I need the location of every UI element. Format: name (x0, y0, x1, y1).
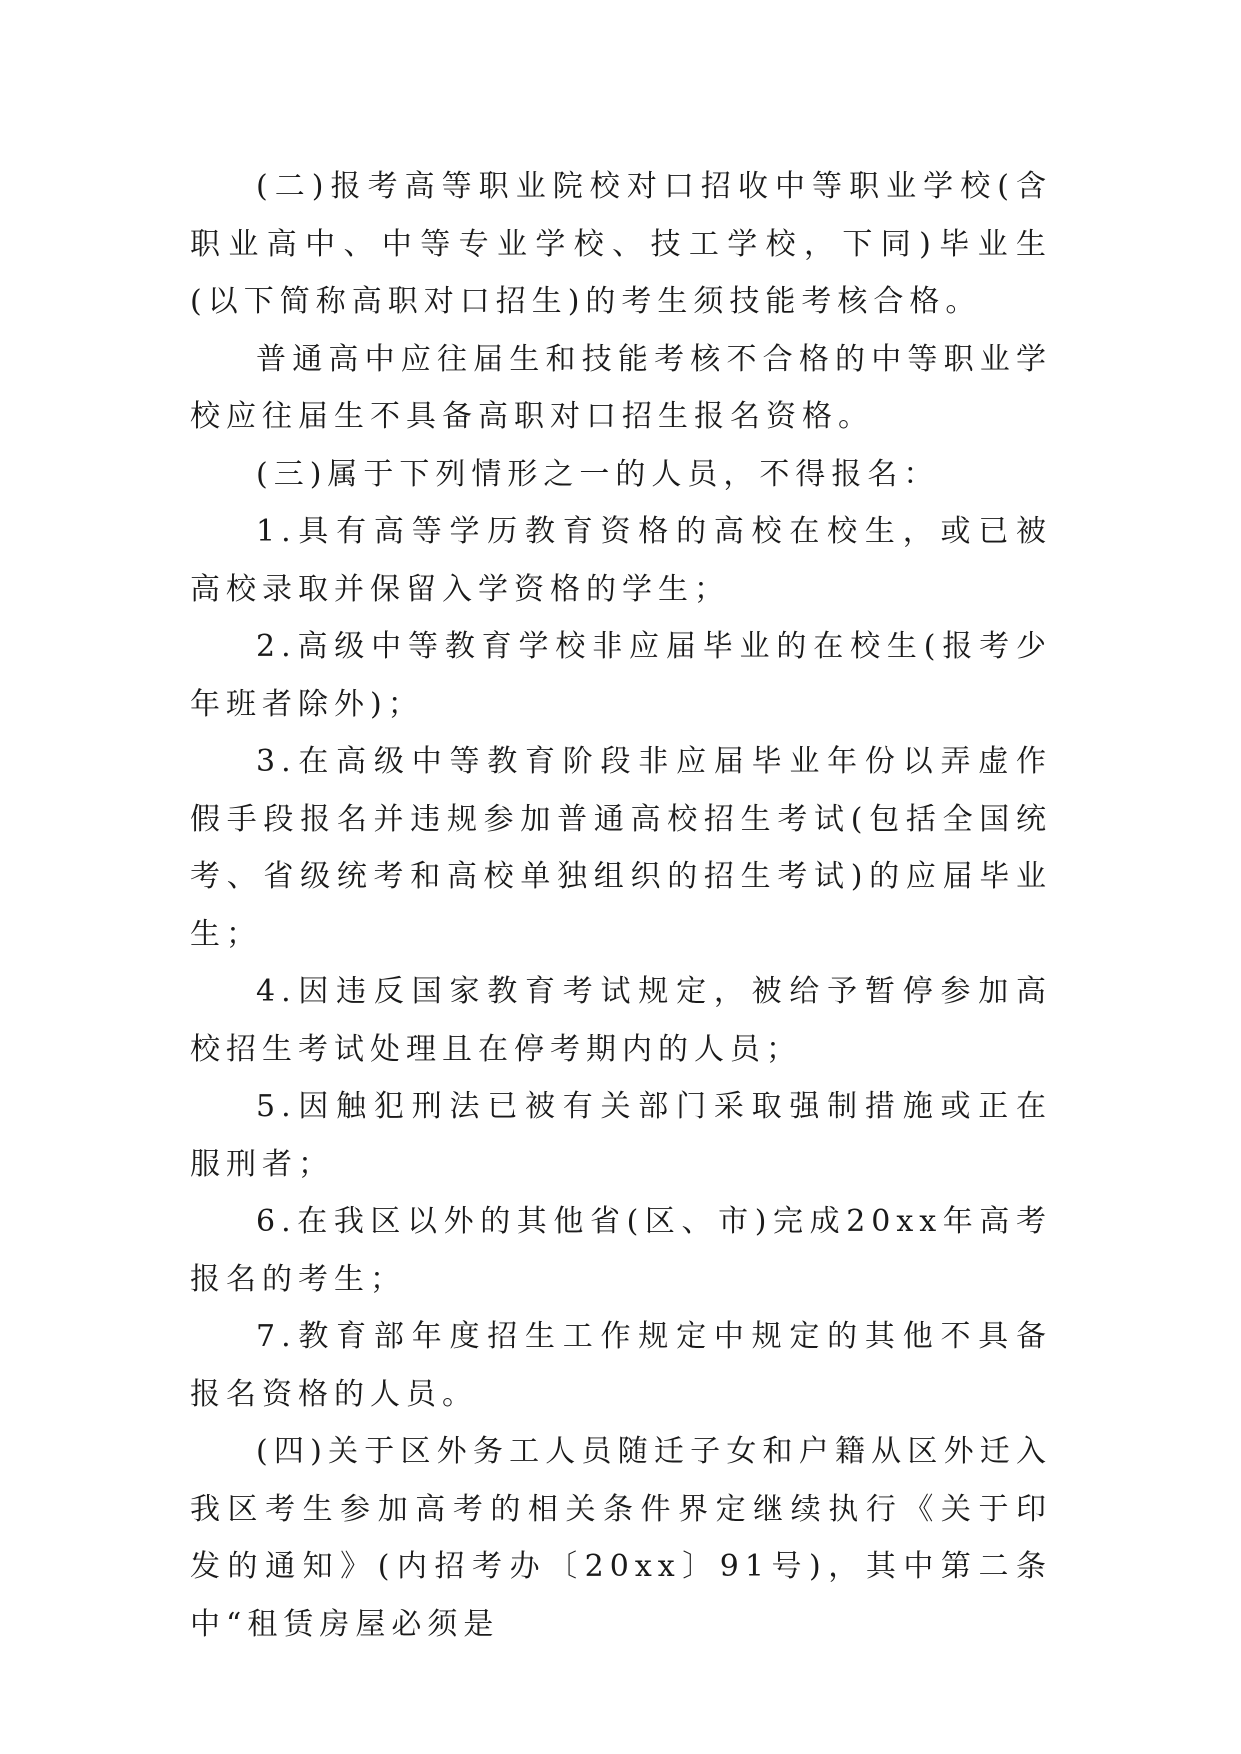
list-item-4: 4.因违反国家教育考试规定，被给予暂停参加高校招生考试处理且在停考期内的人员； (190, 974, 1052, 1067)
paragraph-section-3: (三)属于下列情形之一的人员，不得报名： (256, 456, 940, 492)
list-item-5: 5.因触犯刑法已被有关部门采取强制措施或正在服刑者； (190, 1089, 1052, 1182)
list-item-1: 1.具有高等学历教育资格的高校在校生，或已被高校录取并保留入学资格的学生； (190, 514, 1052, 607)
list-item-2: 2.高级中等教育学校非应届毕业的在校生(报考少年班者除外)； (190, 629, 1052, 722)
paragraph-section-2: (二)报考高等职业院校对口招收中等职业学校(含职业高中、中等专业学校、技工学校，下同)毕业生(以下简称高职对口招生)的考生须技能考核合格。 (190, 169, 1052, 319)
document-body (190, 158, 1052, 1653)
list-item-3: 3.在高级中等教育阶段非应届毕业年份以弄虚作假手段报名并违规参加普通高校招生考试(包括全国统考、省级统考和高校单独组织的招生考试)的应届毕业生； (190, 744, 1052, 952)
list-item-7: 7.教育部年度招生工作规定中规定的其他不具备报名资格的人员。 (190, 1319, 1052, 1412)
list-item-6: 6.在我区以外的其他省(区、市)完成20xx年高考报名的考生； (190, 1204, 1052, 1297)
paragraph-section-4: (四)关于区外务工人员随迁子女和户籍从区外迁入我区考生参加高考的相关条件界定继续执行《关于印发的通知》(内招考办〔20xx〕91号)，其中第二条中“租赁房屋必须是 (190, 1434, 1052, 1642)
paragraph-ineligible-note: 普通高中应往届生和技能考核不合格的中等职业学校应往届生不具备高职对口招生报名资格。 (190, 341, 1052, 434)
